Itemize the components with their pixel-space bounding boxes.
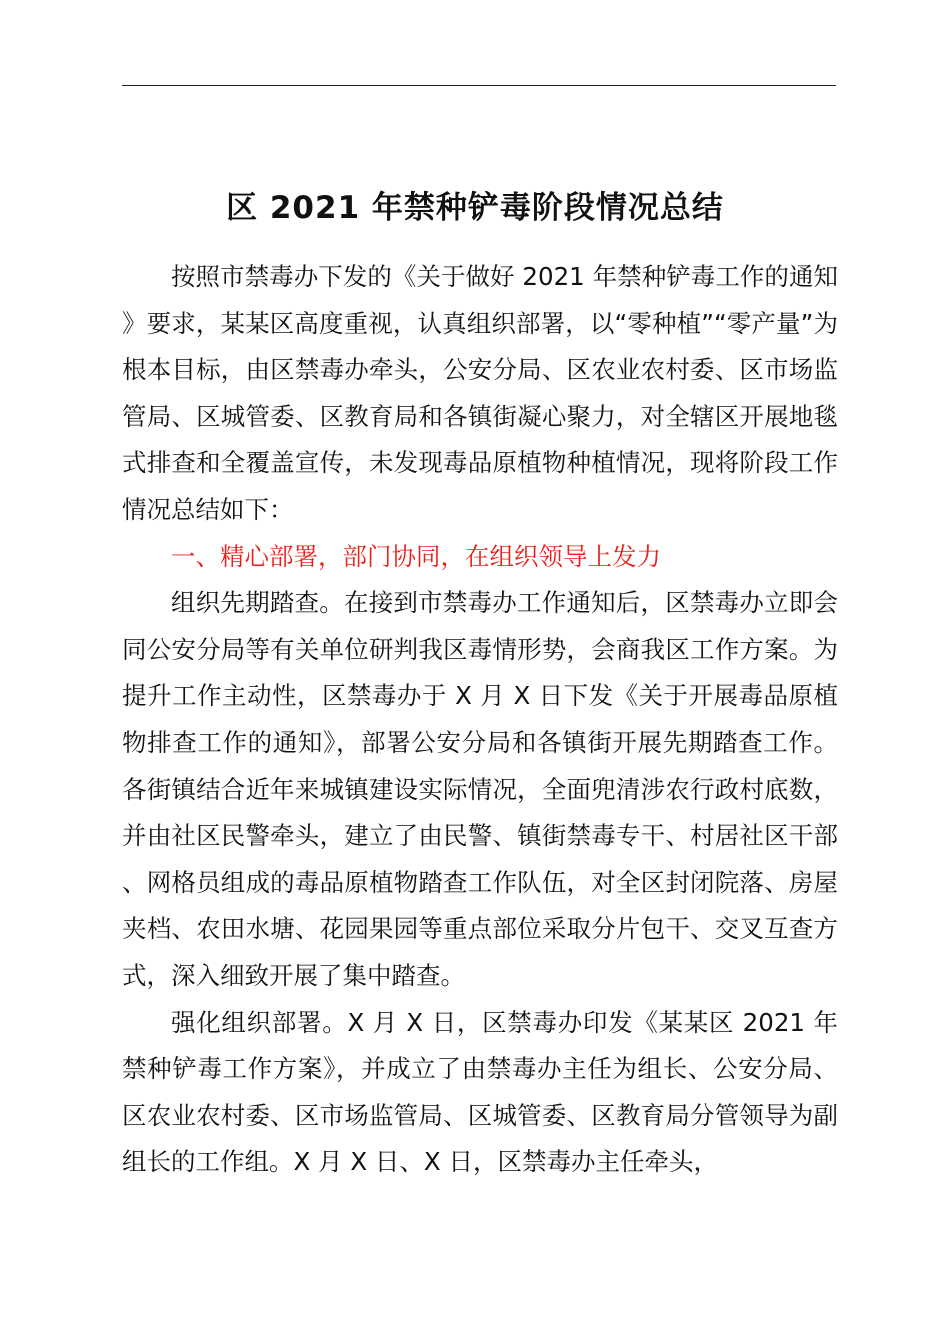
intro-paragraph: 按照市禁毒办下发的《关于做好 2021 年禁种铲毒工作的通知》要求，某某区高度重视，认真组织部署，以“零种植”“零产量”为根本目标，由区禁毒办牵头，公安分局、区农业农村委、区市场监管局、区城管委、区教育局和各镇街凝心聚力，对全辖区开展地毯式排查和全覆盖宣传，未发现毒品原植物种植情况，现将阶段工作情况总结如下： — [122, 262, 838, 524]
header-rule — [122, 85, 836, 86]
body-paragraph-deployment: 强化组织部署。X 月 X 日，区禁毒办印发《某某区 2021 年禁种铲毒工作方案》，并成立了由禁毒办主任为组长、公安分局、区农业农村委、区市场监管局、区城管委、区教育局分管领导为副组长的工作组。X 月 X 日、X 日，区禁毒办主任牵头， — [122, 1007, 838, 1177]
section-heading: 一、精心部署，部门协同，在组织领导上发力 — [171, 541, 661, 571]
document-title: 区 2021 年禁种铲毒阶段情况总结 — [226, 189, 724, 226]
body-paragraph-survey: 组织先期踏查。在接到市禁毒办工作通知后，区禁毒办立即会同公安分局等有关单位研判我区毒情形势，会商我区工作方案。为提升工作主动性，区禁毒办于 X 月 X 日下发《关于开展毒品原植物排查工作的通知》，部署公安分局和各镇街开展先期踏查工作。各街镇结合近年来城镇建设实际情况，全面兜清涉农行政村底数，并由社区民警牵头，建立了由民警、镇街禁毒专干、村居社区干部、网格员组成的毒品原植物踏查工作队伍，对全区封闭院落、房屋夹档、农田水塘、花园果园等重点部位采取分片包干、交叉互查方式，深入细致开展了集中踏查。 — [122, 588, 838, 990]
document-body — [122, 254, 838, 1186]
